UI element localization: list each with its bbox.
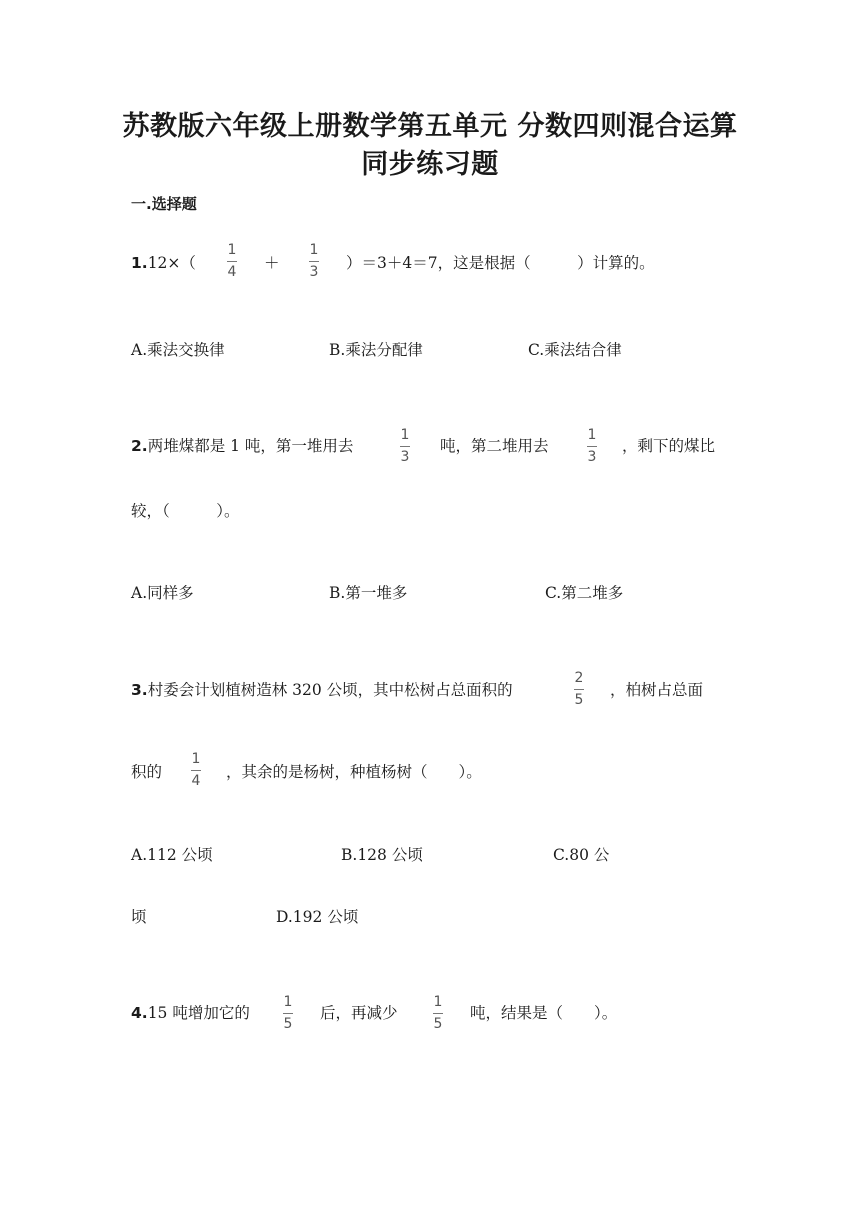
fraction-denominator: 3 <box>587 449 597 465</box>
fraction <box>309 243 319 279</box>
page-subtitle: 同步练习题 <box>361 149 499 180</box>
question-text-segment: 12×（ <box>147 254 196 272</box>
fraction <box>400 428 410 464</box>
fraction-bar <box>227 261 237 262</box>
fraction-numerator: 1 <box>227 242 237 258</box>
question-text-segment: ，剩下的煤比 <box>622 437 716 455</box>
question-text-segment: 较，（ ）。 <box>131 502 240 520</box>
question-text-segment: 后，再减少 <box>320 1004 398 1022</box>
fraction-denominator: 5 <box>433 1016 443 1032</box>
fraction-bar <box>400 446 410 447</box>
question-4-text <box>131 1001 250 1023</box>
option-a[interactable]: A.同样多 <box>131 584 194 602</box>
option-c[interactable]: C.80 公 <box>553 846 610 864</box>
fraction <box>227 243 237 279</box>
fraction-bar <box>309 261 319 262</box>
question-number: 1. <box>131 254 148 272</box>
question-text-segment: ）＝3＋4＝7，这是根据（ ）计算的。 <box>346 254 655 272</box>
fraction <box>283 995 293 1031</box>
option-a[interactable]: A.乘法交换律 <box>131 341 225 359</box>
question-text-segment: 积的 <box>131 763 163 781</box>
fraction-denominator: 3 <box>400 449 410 465</box>
fraction-denominator: 5 <box>283 1016 293 1032</box>
option-b[interactable]: B.128 公顷 <box>341 846 423 864</box>
question-text-segment: ，其余的是杨树，种植杨树（ ）。 <box>226 763 482 781</box>
fraction-denominator: 5 <box>574 692 584 708</box>
fraction-bar <box>283 1013 293 1014</box>
question-number: 4. <box>131 1004 148 1022</box>
option-b[interactable]: B.第一堆多 <box>329 584 408 602</box>
option-c[interactable]: C.第二堆多 <box>545 584 624 602</box>
fraction-bar <box>433 1013 443 1014</box>
option-c-continuation: 顷 <box>131 908 147 926</box>
fraction-numerator: 1 <box>283 994 293 1010</box>
fraction-denominator: 4 <box>227 264 237 280</box>
fraction <box>574 671 584 707</box>
fraction <box>433 995 443 1031</box>
question-text-segment: ＋ <box>264 254 280 272</box>
fraction-numerator: 1 <box>400 427 410 443</box>
question-text-segment: 吨，结果是（ ）。 <box>470 1004 618 1022</box>
option-a[interactable]: A.112 公顷 <box>131 846 213 864</box>
fraction-bar <box>574 689 584 690</box>
fraction-bar <box>587 446 597 447</box>
fraction <box>191 752 201 788</box>
question-number: 2. <box>131 437 148 455</box>
fraction-denominator: 3 <box>309 264 319 280</box>
option-c[interactable]: C.乘法结合律 <box>528 341 622 359</box>
fraction <box>587 428 597 464</box>
fraction-numerator: 1 <box>309 242 319 258</box>
question-text-segment: 15 吨增加它的 <box>147 1004 250 1022</box>
fraction-numerator: 1 <box>191 751 201 767</box>
fraction-numerator: 1 <box>587 427 597 443</box>
question-text-segment: 两堆煤都是 1 吨，第一堆用去 <box>147 437 354 455</box>
question-text-segment: 吨，第二堆用去 <box>440 437 549 455</box>
fraction-bar <box>191 770 201 771</box>
page-title: 苏教版六年级上册数学第五单元 分数四则混合运算 <box>122 111 738 142</box>
question-text-segment: 村委会计划植树造林 320 公顷，其中松树占总面积的 <box>147 681 513 699</box>
fraction-numerator: 2 <box>574 670 584 686</box>
fraction-denominator: 4 <box>191 773 201 789</box>
option-d[interactable]: D.192 公顷 <box>276 908 359 926</box>
question-1-text <box>131 251 196 273</box>
question-number: 3. <box>131 681 148 699</box>
question-text-segment: ，柏树占总面 <box>610 681 704 699</box>
option-b[interactable]: B.乘法分配律 <box>329 341 423 359</box>
question-3-text <box>131 678 513 700</box>
question-2-text <box>131 434 353 456</box>
fraction-numerator: 1 <box>433 994 443 1010</box>
section-heading: 一.选择题 <box>131 195 197 213</box>
